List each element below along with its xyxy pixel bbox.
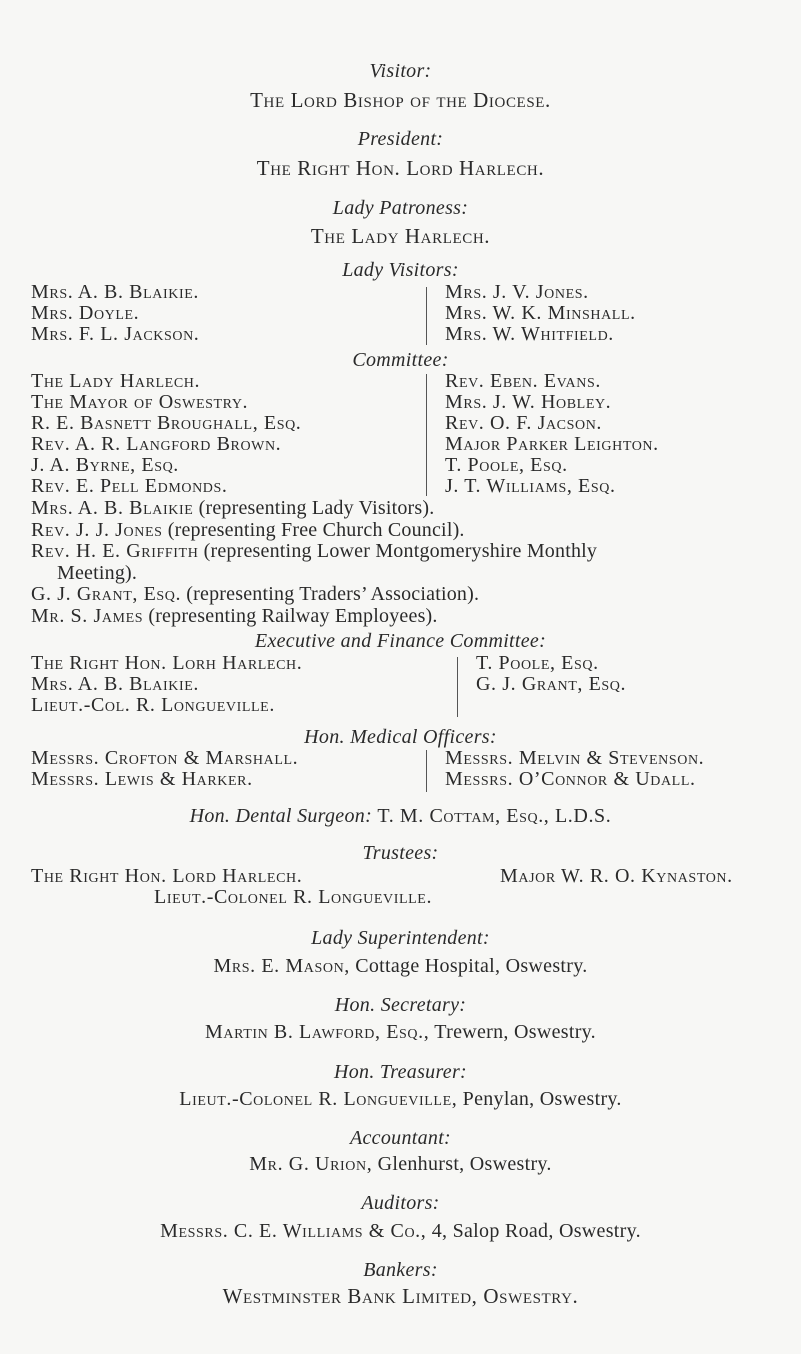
executive-member: Lieut.-Col. R. Longueville. [31,694,275,716]
accountant-line [0,1153,801,1176]
auditors-name: Messrs. C. E. Williams & Co., [160,1220,427,1242]
trustee-second-line [154,887,432,908]
secretary-line [0,1021,801,1044]
committee-member: Rev. A. R. Langford Brown. [31,433,282,455]
president-heading: President: [357,128,444,150]
committee-member: Rev. E. Pell Edmonds. [31,475,228,497]
committee-member: J. A. Byrne, Esq. [31,454,179,476]
medical-officer: Messrs. O’Connor & Udall. [445,768,696,790]
executive-member: Mrs. A. B. Blaikie. [31,673,199,695]
representative-line: Rev. J. J. Jones (representing Free Church Council). [31,518,465,541]
lady-visitor: Mrs. A. B. Blaikie. [31,281,199,303]
executive-member: T. Poole, Esq. [476,652,599,674]
trustees-heading: Trustees: [362,842,439,864]
lady-visitor: Mrs. J. V. Jones. [445,281,589,303]
auditors-address: 4, Salop Road, Oswestry. [431,1220,641,1242]
executive-committee-heading: Executive and Finance Committee: [254,630,547,652]
column-divider [426,750,427,792]
secretary-name: Martin B. Lawford, Esq., [205,1021,430,1043]
medical-officer: Messrs. Lewis & Harker. [31,768,253,790]
trustee: Major W. R. O. Kynaston. [500,865,733,887]
committee-right-column [445,371,659,497]
trustee: Lieut.-Colonel R. Longueville. [154,886,433,908]
lady-visitor: Mrs. Doyle. [31,302,140,324]
accountant-address: Glenhurst, Oswestry. [377,1153,552,1175]
treasurer-name: Lieut.-Colonel R. Longueville, [179,1088,458,1110]
column-divider [457,657,458,717]
dental-surgeon-heading: Hon. Dental Surgeon: [189,805,373,827]
superintendent-name: Mrs. E. Mason, [213,955,350,977]
lady-visitors-heading: Lady Visitors: [342,259,459,281]
column-divider [426,374,427,496]
superintendent-address: Cottage Hospital, Oswestry. [355,955,588,977]
representative-line: G. J. Grant, Esq. (representing Traders’ Association). [31,583,480,606]
secretary-heading: Hon. Secretary: [334,994,467,1016]
lady-visitor: Mrs. F. L. Jackson. [31,323,200,345]
secretary-address: Trewern, Oswestry. [434,1021,596,1043]
superintendent-heading: Lady Superintendent: [311,927,490,949]
medical-officer: Messrs. Melvin & Stevenson. [445,747,705,769]
committee-representatives [31,498,801,628]
column-divider [426,287,427,345]
lady-visitor: Mrs. W. Whitfield. [445,323,614,345]
representative-line: Rev. H. E. Griffith (representing Lower Montgomeryshire Monthly [31,540,598,563]
medical-officer: Messrs. Crofton & Marshall. [31,747,299,769]
dental-surgeon-line [0,805,801,828]
bankers-heading: Bankers: [363,1259,438,1281]
bankers-name: Westminster Bank Limited, Oswestry. [222,1284,579,1308]
superintendent-line [0,955,801,978]
committee-member: T. Poole, Esq. [445,454,568,476]
committee-member: The Mayor of Oswestry. [31,391,249,413]
committee-member: J. T. Williams, Esq. [445,475,616,497]
treasurer-address: Penylan, Oswestry. [462,1088,622,1110]
dental-surgeon-name: T. M. Cottam, Esq., L.D.S. [377,805,612,827]
representative-line-continued: Meeting). [57,561,138,584]
president-name: The Right Hon. Lord Harlech. [256,156,545,180]
accountant-name: Mr. G. Urion, [249,1153,373,1175]
committee-member: The Lady Harlech. [31,370,201,392]
auditors-line [0,1220,801,1243]
auditors-heading: Auditors: [361,1192,440,1214]
trustee-right [500,866,733,887]
lady-visitor: Mrs. W. K. Minshall. [445,302,636,324]
medical-left-column [31,748,298,790]
trustee: The Right Hon. Lord Harlech. [31,865,303,887]
committee-member: Major Parker Leighton. [445,433,659,455]
executive-right-column [476,653,626,695]
committee-heading: Committee: [352,349,449,371]
visitor-name: The Lord Bishop of the Diocese. [250,88,551,112]
visitor-heading: Visitor: [369,60,432,82]
lady-visitors-right-column [445,282,636,345]
lady-patroness-heading: Lady Patroness: [332,197,469,219]
medical-right-column [445,748,704,790]
committee-member: Rev. O. F. Jacson. [445,412,603,434]
executive-left-column [31,653,302,716]
representative-line: Mrs. A. B. Blaikie (representing Lady Visitors). [31,497,435,519]
lady-visitors-left-column [31,282,199,345]
accountant-heading: Accountant: [349,1127,452,1149]
committee-member: Rev. Eben. Evans. [445,370,601,392]
representative-line: Mr. S. James (representing Railway Employees). [31,604,438,627]
treasurer-line [0,1088,801,1111]
committee-left-column [31,371,301,497]
committee-member: R. E. Basnett Broughall, Esq. [31,412,302,434]
trustee-left [31,866,302,887]
lady-patroness-name: The Lady Harlech. [310,224,491,248]
treasurer-heading: Hon. Treasurer: [333,1061,468,1083]
executive-member: G. J. Grant, Esq. [476,673,627,695]
executive-member: The Right Hon. Lorh Harlech. [31,652,303,674]
medical-officers-heading: Hon. Medical Officers: [304,726,497,748]
committee-member: Mrs. J. W. Hobley. [445,391,612,413]
